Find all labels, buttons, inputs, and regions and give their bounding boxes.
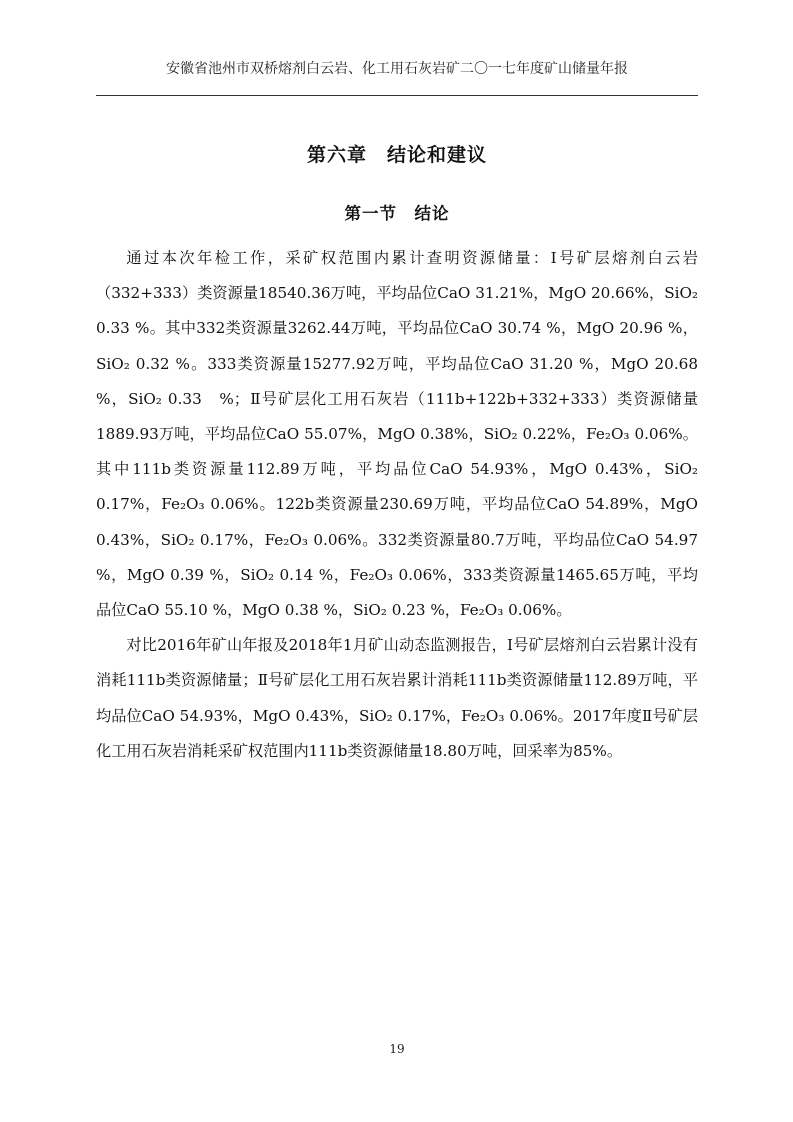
paragraph-comparison: 对比2016年矿山年报及2018年1月矿山动态监测报告，Ⅰ号矿层熔剂白云岩累计没有消耗111b类资源储量；Ⅱ号矿层化工用石灰岩累计消耗111b类资源储量112.89万吨，平均品位CaO 54.93%，MgO 0.43%，SiO₂ 0.17%，Fe₂O₃ 0.06%。2017年度Ⅱ号矿层化工用石灰岩消耗采矿权范围内111b类资源储量18.80万吨，回采率为85%。 bbox=[96, 636, 698, 760]
body-text bbox=[96, 241, 698, 769]
section-title: 第一节 结论 bbox=[344, 204, 450, 223]
paragraph-resources: 通过本次年检工作，采矿权范围内累计查明资源储量：Ⅰ号矿层熔剂白云岩（332+333）类资源量18540.36万吨，平均品位CaO 31.21%，MgO 20.66%，SiO₂ 0.33 %。其中332类资源量3262.44万吨，平均品位CaO 30.74 %，MgO 20.96 %，SiO₂ 0.32 %。333类资源量15277.92万吨，平均品位CaO 31.20 %，MgO 20.68 %，SiO₂ 0.33 %；Ⅱ号矿层化工用石灰岩（111b+122b+332+333）类资源储量1889.93万吨，平均品位CaO 55.07%，MgO 0.38%，SiO₂ 0.22%，Fe₂O₃ 0.06%。其中111b类资源量112.89万吨，平均品位CaO 54.93%，MgO 0.43%，SiO₂ 0.17%，Fe₂O₃ 0.06%。122b类资源量230.69万吨，平均品位CaO 54.89%，MgO 0.43%，SiO₂ 0.17%，Fe₂O₃ 0.06%。332类资源量80.7万吨，平均品位CaO 54.97 %，MgO 0.39 %，SiO₂ 0.14 %，Fe₂O₃ 0.06%，333类资源量1465.65万吨，平均品位CaO 55.10 %，MgO 0.38 %，SiO₂ 0.23 %，Fe₂O₃ 0.06%。 bbox=[96, 249, 698, 620]
chapter-title: 第六章 结论和建议 bbox=[306, 144, 487, 166]
page-number: 19 bbox=[389, 1042, 405, 1056]
running-header: 安徽省池州市双桥熔剂白云岩、化工用石灰岩矿二〇一七年度矿山储量年报 bbox=[166, 61, 628, 77]
header-divider bbox=[96, 95, 698, 96]
